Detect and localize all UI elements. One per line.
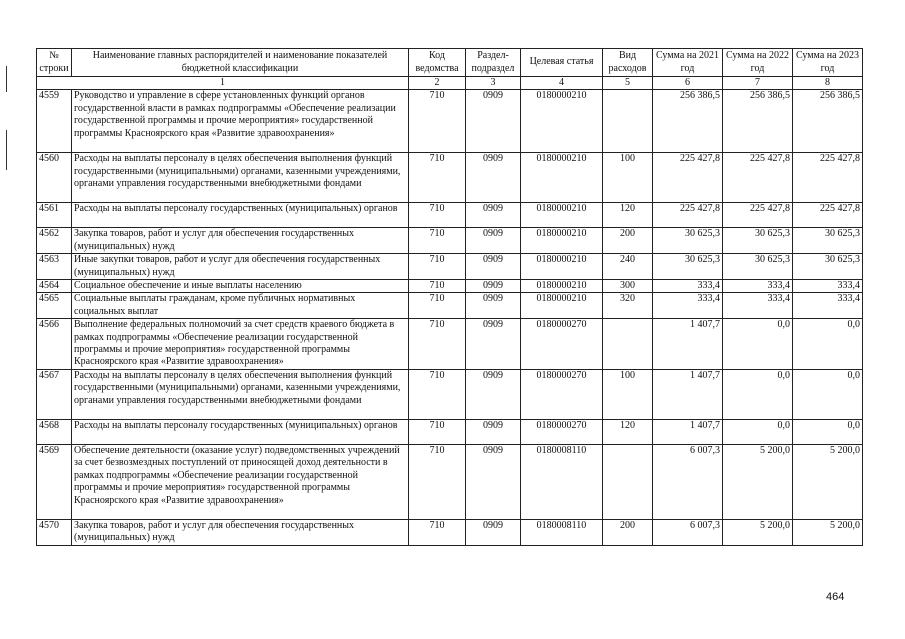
cell-dept-code: 710 (409, 369, 466, 419)
cell-sum-2021: 1 407,7 (653, 369, 723, 419)
cell-expense-type (603, 319, 653, 370)
cell-sum-2022: 5 200,0 (723, 444, 793, 519)
cell-sum-2023: 256 386,5 (793, 90, 863, 153)
cell-expense-type: 320 (603, 293, 653, 319)
cell-sum-2023: 5 200,0 (793, 519, 863, 545)
cell-section: 0909 (466, 419, 521, 444)
cell-section: 0909 (466, 369, 521, 419)
cell-dept-code: 710 (409, 419, 466, 444)
cell-sum-2023: 333,4 (793, 293, 863, 319)
cell-sum-2021: 1 407,7 (653, 419, 723, 444)
cell-target-article: 0180000270 (521, 369, 603, 419)
cell-sum-2022: 0,0 (723, 369, 793, 419)
cell-row-number: 4562 (37, 228, 72, 254)
cell-row-number: 4566 (37, 319, 72, 370)
cell-dept-code: 710 (409, 203, 466, 228)
cell-target-article: 0180000210 (521, 254, 603, 280)
cell-name: Иные закупки товаров, работ и услуг для обеспечения государственных (муниципальных) нужд (72, 254, 409, 280)
cell-name: Обеспечение деятельности (оказание услуг) подведомственных учреждений за счет безвозмездных поступлений от приносящей доход деятельности в рамках подпрограммы «Обеспечение реализации государственной программы и прочие мероприятия» государственной программы Красноярского края «Развитие здравоохранения» (72, 444, 409, 519)
header-sum-2023: Сумма на 2023 год (793, 49, 863, 77)
cell-expense-type: 100 (603, 369, 653, 419)
cell-name: Закупка товаров, работ и услуг для обеспечения государственных (муниципальных) нужд (72, 519, 409, 545)
cell-sum-2022: 333,4 (723, 293, 793, 319)
cell-target-article: 0180000210 (521, 228, 603, 254)
cell-section: 0909 (466, 228, 521, 254)
cell-sum-2021: 30 625,3 (653, 254, 723, 280)
table-row (37, 90, 863, 153)
cell-sum-2022: 30 625,3 (723, 254, 793, 280)
cell-sum-2023: 0,0 (793, 419, 863, 444)
cell-section: 0909 (466, 319, 521, 370)
cell-sum-2021: 30 625,3 (653, 228, 723, 254)
cell-row-number: 4561 (37, 203, 72, 228)
cell-section: 0909 (466, 203, 521, 228)
header-target-article: Целевая статья (521, 49, 603, 77)
cell-sum-2021: 333,4 (653, 293, 723, 319)
cell-dept-code: 710 (409, 444, 466, 519)
cell-section: 0909 (466, 293, 521, 319)
table-row (37, 280, 863, 293)
cell-name: Выполнение федеральных полномочий за счет средств краевого бюджета в рамках подпрограммы «Обеспечение реализации государственной программы и прочие мероприятия» государственной программы Красноярского края «Развитие здравоохранения» (72, 319, 409, 370)
cell-sum-2021: 225 427,8 (653, 203, 723, 228)
cell-sum-2023: 0,0 (793, 319, 863, 370)
header-row-number: № строки (37, 49, 72, 77)
cell-section: 0909 (466, 254, 521, 280)
cell-target-article: 0180000210 (521, 203, 603, 228)
cell-section: 0909 (466, 90, 521, 153)
table-row (37, 419, 863, 444)
column-number: 2 (409, 77, 466, 90)
cell-dept-code: 710 (409, 153, 466, 203)
cell-target-article: 0180000210 (521, 90, 603, 153)
cell-sum-2021: 6 007,3 (653, 519, 723, 545)
header-name: Наименование главных распорядителей и наименование показателей бюджетной классификации (72, 49, 409, 77)
table-row (37, 519, 863, 545)
cell-row-number: 4569 (37, 444, 72, 519)
table-header (37, 49, 863, 90)
cell-row-number: 4559 (37, 90, 72, 153)
cell-expense-type: 120 (603, 203, 653, 228)
cell-dept-code: 710 (409, 280, 466, 293)
table-row (37, 319, 863, 370)
cell-name: Руководство и управление в сфере установленных функций органов государственной власти в рамках подпрограммы «Обеспечение реализации государственной программы и прочие мероприятия» государственной программы Красноярского края «Развитие здравоохранения» (72, 90, 409, 153)
cell-name: Расходы на выплаты персоналу в целях обеспечения выполнения функций государственными (муниципальными) органами, казенными учреждениями, органами управления государственными внебюджетными фондами (72, 369, 409, 419)
cell-dept-code: 710 (409, 519, 466, 545)
header-section: Раздел-подраздел (466, 49, 521, 77)
cell-section: 0909 (466, 519, 521, 545)
cell-target-article: 0180000210 (521, 280, 603, 293)
header-sum-2022: Сумма на 2022 год (723, 49, 793, 77)
table-body (37, 90, 863, 545)
cell-dept-code: 710 (409, 293, 466, 319)
column-number: 6 (653, 77, 723, 90)
cell-row-number: 4567 (37, 369, 72, 419)
cell-sum-2022: 333,4 (723, 280, 793, 293)
cell-name: Социальные выплаты гражданам, кроме публичных нормативных социальных выплат (72, 293, 409, 319)
cell-name: Социальное обеспечение и иные выплаты населению (72, 280, 409, 293)
cell-sum-2021: 1 407,7 (653, 319, 723, 370)
column-number: 3 (466, 77, 521, 90)
cell-sum-2022: 0,0 (723, 319, 793, 370)
column-number: 5 (603, 77, 653, 90)
cell-expense-type: 240 (603, 254, 653, 280)
column-number: 8 (793, 77, 863, 90)
cell-target-article: 0180000210 (521, 153, 603, 203)
cell-expense-type: 200 (603, 228, 653, 254)
cell-target-article: 0180008110 (521, 444, 603, 519)
cell-expense-type: 200 (603, 519, 653, 545)
cell-row-number: 4560 (37, 153, 72, 203)
cell-name: Расходы на выплаты персоналу государственных (муниципальных) органов (72, 419, 409, 444)
cell-sum-2021: 6 007,3 (653, 444, 723, 519)
cell-expense-type (603, 444, 653, 519)
cell-name: Закупка товаров, работ и услуг для обеспечения государственных (муниципальных) нужд (72, 228, 409, 254)
cell-row-number: 4570 (37, 519, 72, 545)
table-row (37, 293, 863, 319)
table-row (37, 254, 863, 280)
cell-section: 0909 (466, 444, 521, 519)
cell-sum-2022: 256 386,5 (723, 90, 793, 153)
cell-dept-code: 710 (409, 254, 466, 280)
cell-section: 0909 (466, 280, 521, 293)
cell-sum-2021: 256 386,5 (653, 90, 723, 153)
cell-target-article: 0180008110 (521, 519, 603, 545)
cell-target-article: 0180000210 (521, 293, 603, 319)
cell-expense-type: 300 (603, 280, 653, 293)
cell-expense-type (603, 90, 653, 153)
header-row (37, 49, 863, 77)
cell-sum-2023: 225 427,8 (793, 153, 863, 203)
budget-table (36, 48, 863, 546)
header-dept-code: Код ведомства (409, 49, 466, 77)
cell-expense-type: 100 (603, 153, 653, 203)
page-number: 464 (826, 591, 845, 603)
cell-sum-2022: 0,0 (723, 419, 793, 444)
table-row (37, 444, 863, 519)
cell-sum-2022: 225 427,8 (723, 153, 793, 203)
cell-row-number: 4564 (37, 280, 72, 293)
margin-mark-top (6, 66, 7, 92)
cell-sum-2023: 0,0 (793, 369, 863, 419)
cell-dept-code: 710 (409, 90, 466, 153)
cell-sum-2022: 5 200,0 (723, 519, 793, 545)
cell-sum-2021: 333,4 (653, 280, 723, 293)
cell-row-number: 4568 (37, 419, 72, 444)
cell-target-article: 0180000270 (521, 419, 603, 444)
cell-name: Расходы на выплаты персоналу в целях обеспечения выполнения функций государственными (муниципальными) органами, казенными учреждениями, органами управления государственными внебюджетными фондами (72, 153, 409, 203)
cell-sum-2023: 333,4 (793, 280, 863, 293)
margin-mark-bottom (6, 130, 7, 170)
table-row (37, 203, 863, 228)
cell-sum-2023: 5 200,0 (793, 444, 863, 519)
cell-expense-type: 120 (603, 419, 653, 444)
cell-sum-2021: 225 427,8 (653, 153, 723, 203)
table-row (37, 369, 863, 419)
cell-sum-2022: 225 427,8 (723, 203, 793, 228)
cell-name: Расходы на выплаты персоналу государственных (муниципальных) органов (72, 203, 409, 228)
cell-dept-code: 710 (409, 228, 466, 254)
column-number: 1 (37, 77, 409, 90)
cell-section: 0909 (466, 153, 521, 203)
cell-target-article: 0180000270 (521, 319, 603, 370)
column-number: 4 (521, 77, 603, 90)
cell-row-number: 4565 (37, 293, 72, 319)
cell-sum-2022: 30 625,3 (723, 228, 793, 254)
cell-row-number: 4563 (37, 254, 72, 280)
cell-sum-2023: 30 625,3 (793, 254, 863, 280)
header-expense-type: Вид расходов (603, 49, 653, 77)
column-number-row (37, 77, 863, 90)
table-row (37, 153, 863, 203)
table-row (37, 228, 863, 254)
header-sum-2021: Сумма на 2021 год (653, 49, 723, 77)
column-number: 7 (723, 77, 793, 90)
cell-sum-2023: 30 625,3 (793, 228, 863, 254)
cell-sum-2023: 225 427,8 (793, 203, 863, 228)
cell-dept-code: 710 (409, 319, 466, 370)
